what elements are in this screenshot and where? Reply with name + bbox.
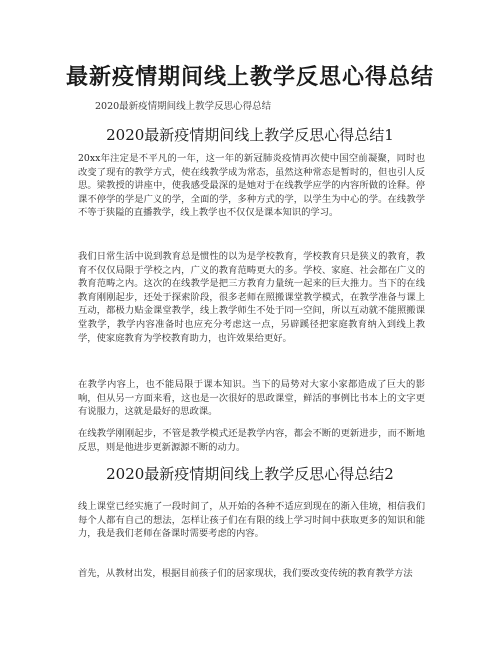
section-1-paragraph-2: 我们日常生活中说到教育总是惯性的以为是学校教育，学校教育只是狭义的教育，教育不仅仅局限于学校之内，广义的教育范畴更大的多。学校、家庭、社会都在广义的教育范畴之内。这次的在线教学是把三方教育力量统一起来的巨大推力。当下的在线教育刚刚起步，还处于探索阶段，很多老师在照搬课堂教学模式，在教学准备与课上互动，都极力贴金课堂教学，线上教学师生不处于同一空间，所以互动就不能照搬课堂教学，教学内容准备时也应充分考虑这一点，另辟蹊径把家庭教育纳入到线上教学，使家庭教育为学校教育助力，也许效果给更好。 bbox=[78, 251, 425, 344]
section-1-paragraph-1: 20xx年注定是不平凡的一年，这一年的新冠肺炎疫情再次使中国空前凝聚，同时也改变了现有的教学方式，使在线教学成为常态，虽然这种常态是暂时的，但也引人反思。梁教授的讲座中，使我感受最深的是她对于在线教学应学的内容所做的诠释。停课不停学的学是广义的学，全面的学，多种方式的学，以学生为中心的学。在线教学不等于狭隘的直播教学，线上教学也不仅仅是课本知识的学习。 bbox=[78, 153, 425, 219]
section-heading-2: 2020最新疫情期间线上教学反思心得总结2 bbox=[106, 465, 394, 483]
section-1-paragraph-3: 在教学内容上，也不能局限于课本知识。当下的局势对大家小家都造成了巨大的影响，但从另一方面来看，这也是一次很好的思政课堂，鲜活的事例比书本上的文字更有说服力，这就是最好的思政课。 bbox=[78, 379, 425, 418]
section-heading-1: 2020最新疫情期间线上教学反思心得总结1 bbox=[106, 126, 394, 144]
section-2-paragraph-2: 首先，从教材出发，根据目前孩子们的居家现状，我们要改变传统的教育教学方法 bbox=[78, 568, 413, 579]
section-1-paragraph-4: 在线教学刚刚起步，不管是教学模式还是教学内容，都会不断的更新进步，而不断地反思，则是他进步更新源源不断的动力。 bbox=[78, 428, 425, 453]
document-subtitle: 2020最新疫情期间线上教学反思心得总结 bbox=[95, 101, 272, 112]
section-2-paragraph-1: 线上课堂已经实施了一段时间了，从开始的各种不适应到现在的渐入佳境，相信我们每个人都有自己的想法，怎样让孩子们在有限的线上学习时间中获取更多的知识和能力，我是我们老师在备课时需要考虑的内容。 bbox=[78, 501, 425, 540]
document-title: 最新疫情期间线上教学反思心得总结 bbox=[65, 64, 434, 90]
